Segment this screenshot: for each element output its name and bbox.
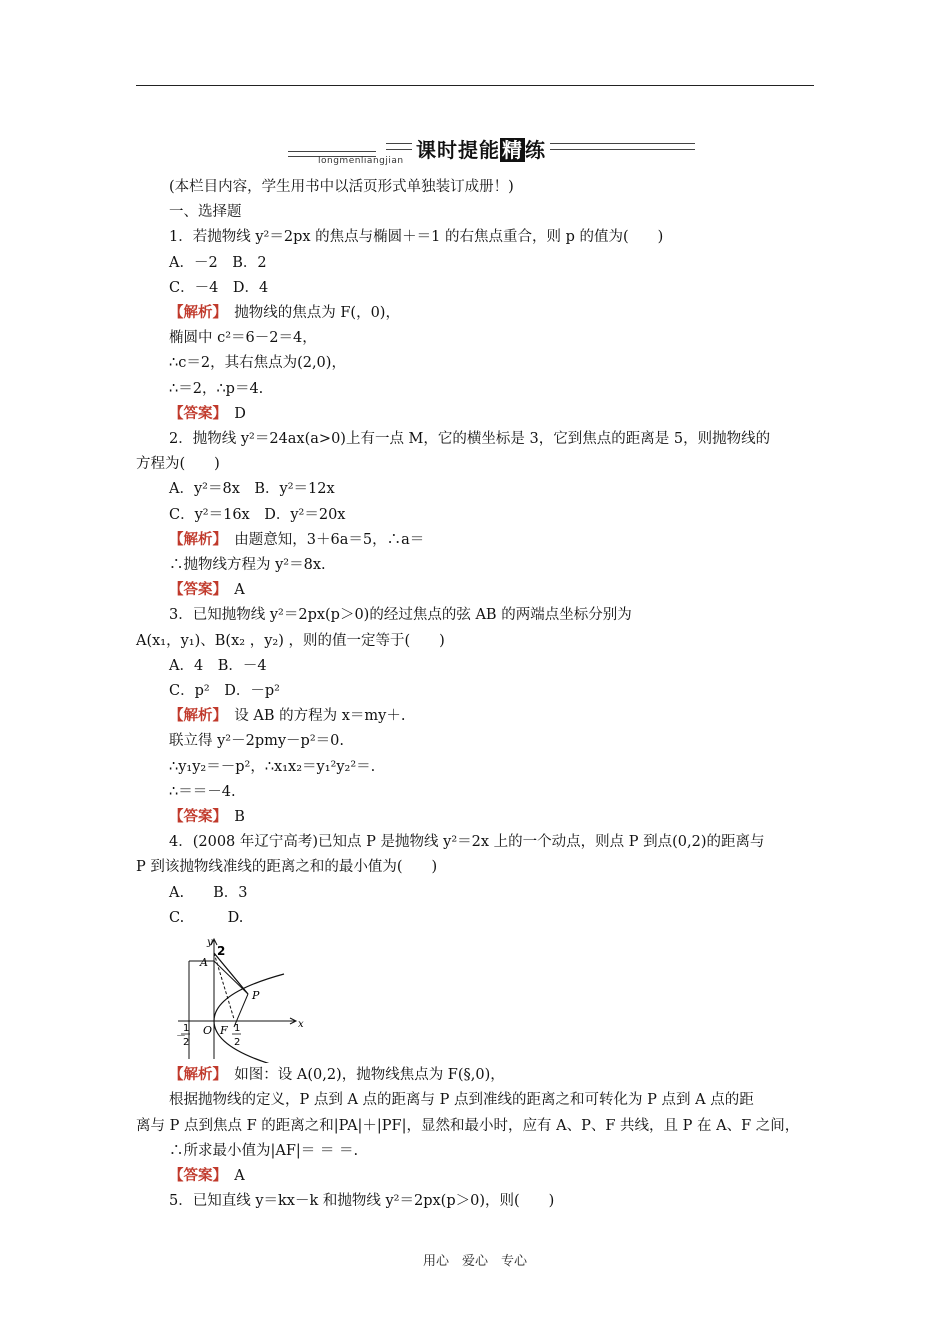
q2-sol2: ∴抛物线方程为 y²＝8x.: [169, 557, 326, 574]
q1-text: 1．若抛物线 y²＝2px 的焦点与椭圆＋＝1 的右焦点重合，则 p 的值为( ): [169, 229, 664, 246]
q1-answer: D: [219, 405, 246, 422]
label-O: O: [203, 1024, 213, 1038]
q4-options-ab: A. B．3: [169, 884, 248, 901]
q4-text-1: 4．(2008 年辽宁高考)已知点 P 是抛物线 y²＝2x 上的一个动点，则点 P 到点(0,2)的距离与: [169, 834, 765, 851]
q4-options-cd: C. D.: [169, 909, 244, 926]
q3-sol-text: 设 AB 的方程为 x＝my＋.: [219, 708, 406, 725]
q4-sol2: 根据抛物线的定义，P 点到 A 点的距离与 P 点到准线的距离之和可转化为 P 点到 A 点的距: [169, 1092, 754, 1109]
label-y: y: [207, 937, 213, 949]
q4-answer: A: [219, 1167, 245, 1184]
q2-text-1: 2．抛物线 y²＝24ax(a>0)上有一点 M，它的横坐标是 3，它到焦点的距离是 5，则抛物线的: [169, 431, 771, 448]
q3-options-ab: A．4 B．－4: [169, 657, 267, 674]
segment-a-p: [214, 953, 248, 994]
analysis-tag: 【解析】: [169, 305, 220, 322]
parabola-figure: [174, 931, 314, 1063]
answer-tag: 【答案】: [169, 582, 220, 599]
label-neghalf-num: 1: [183, 1023, 190, 1035]
q1-options-cd: C．－4 D．4: [169, 279, 269, 296]
answer-tag: 【答案】: [169, 809, 220, 826]
answer-tag: 【答案】: [169, 1167, 220, 1184]
label-half-num: 1: [234, 1023, 241, 1035]
label-neg: －: [176, 1031, 186, 1043]
banner-title-c: 练: [525, 138, 546, 162]
label-neghalf-den: 2: [183, 1037, 190, 1049]
q2-solution-line: [136, 528, 816, 553]
note: (本栏目内容，学生用书中以活页形式单独装订成册！): [169, 179, 514, 195]
q3-options-cd: C．p² D．－p²: [169, 683, 280, 700]
top-rule: [136, 85, 814, 86]
q4-text-2: P 到该抛物线准线的距离之和的最小值为( ): [136, 859, 438, 876]
q2-answer-line: [136, 578, 816, 603]
analysis-tag: 【解析】: [169, 1067, 220, 1084]
banner-title-highlight: 精: [502, 138, 523, 162]
label-A: A: [200, 956, 208, 970]
section-heading: 一、选择题: [169, 204, 242, 221]
q1-sol3: ∴c＝2，其右焦点为(2,0)，: [169, 355, 346, 372]
label-F: F: [220, 1024, 228, 1038]
label-half-den: 2: [234, 1037, 241, 1049]
q3-text-2: A(x₁，y₁)、B(x₂ ，y₂) ，则的值一定等于( ): [136, 632, 445, 649]
q2-options-cd: C．y²＝16x D．y²＝20x: [169, 506, 346, 523]
banner-title: [412, 134, 550, 163]
q1-solution-line: [136, 301, 816, 326]
q3-text-1: 3．已知抛物线 y²＝2px(p＞0)的经过焦点的弦 AB 的两端点坐标分别为: [169, 607, 632, 624]
page-content: [136, 175, 816, 1214]
banner-line: [288, 151, 376, 152]
q3-sol2: 联立得 y²－2pmy－p²＝0.: [169, 733, 344, 750]
q1-options-ab: A．－2 B．2: [169, 254, 267, 271]
q1-sol2: 椭圆中 c²＝6－2＝4，: [169, 330, 317, 347]
q4-sol3: 离与 P 点到焦点 F 的距离之和|PA|＋|PF|，显然和最小时，应有 A、P、F 共线，且 P 在 A、F 之间，: [136, 1117, 800, 1134]
q3-solution-line: [136, 704, 816, 729]
answer-tag: 【答案】: [169, 405, 220, 422]
q3-sol4: ∴＝＝－4.: [169, 783, 236, 800]
analysis-tag: 【解析】: [169, 708, 220, 725]
q2-options-ab: A．y²＝8x B．y²＝12x: [169, 481, 335, 498]
section-banner: [288, 132, 698, 172]
q1-sol4: ∴＝2，∴p＝4.: [169, 380, 264, 397]
q4-answer-line: [136, 1164, 816, 1189]
q2-sol-text: 由题意知，3＋6a＝5，∴a＝: [219, 531, 425, 548]
banner-subtitle: longmenliangjian: [318, 156, 404, 166]
q3-answer: B: [219, 809, 245, 826]
q4-sol4: ∴所求最小值为|AF|＝ ＝ ＝.: [169, 1142, 359, 1159]
q5-text: 5．已知直线 y＝kx－k 和抛物线 y²＝2px(p＞0)，则( ): [169, 1193, 555, 1210]
q3-sol3: ∴y₁y₂＝－p²，∴x₁x₂＝y₁²y₂²＝.: [169, 758, 376, 775]
label-P: P: [252, 989, 260, 1003]
parabola-diagram: [174, 931, 314, 1063]
q4-sol-text: 如图：设 A(0,2)，抛物线焦点为 F(§,0)，: [219, 1067, 505, 1084]
label-two: 2: [217, 944, 226, 959]
q2-text-2: 方程为( ): [136, 456, 220, 473]
analysis-tag: 【解析】: [169, 531, 220, 548]
q1-answer-line: [136, 402, 816, 427]
q1-sol-text: 抛物线的焦点为 F(，0)，: [219, 305, 400, 322]
label-x: x: [298, 1019, 304, 1031]
q3-answer-line: [136, 805, 816, 830]
banner-title-a: 课时提能: [416, 138, 500, 162]
q2-answer: A: [219, 582, 245, 599]
segment-axis-p: [214, 961, 248, 994]
q4-solution-line: [136, 1063, 816, 1088]
page-footer: 用心 爱心 专心: [422, 1254, 527, 1269]
